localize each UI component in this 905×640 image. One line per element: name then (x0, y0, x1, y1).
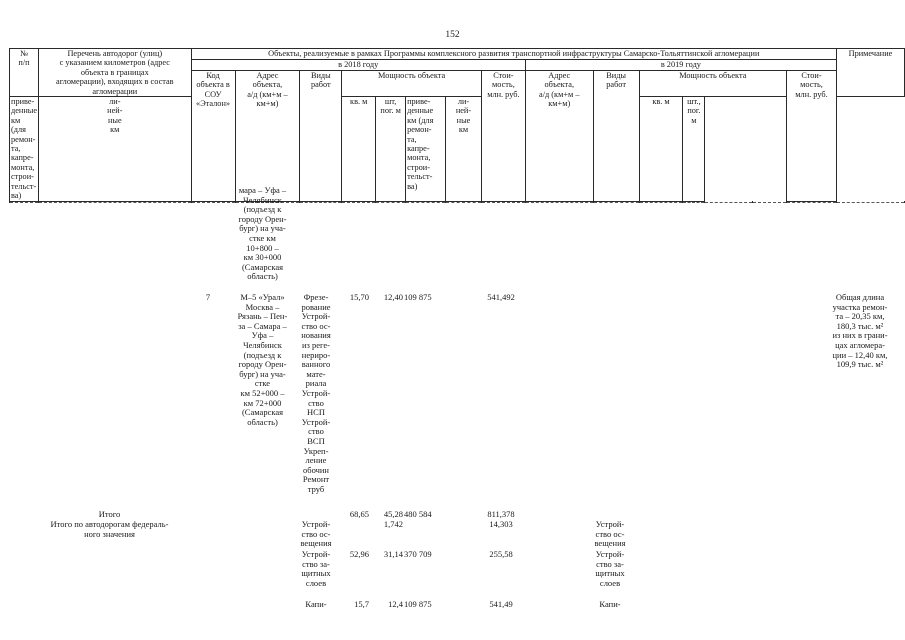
page-number: 152 (445, 30, 460, 40)
header-address-2018: Адрес объекта, а/д (км+м – км+м) (235, 71, 300, 202)
lighting-cost: 14,303 (489, 519, 513, 529)
note-cell: Общая длина участка ремон- та – 20,35 км, 180,3 тыс. м² из них в грани- цах агломера- ции – 12,40 км, 109,9 тыс. м² (832, 292, 888, 370)
header-year-2018: в 2018 году (191, 60, 525, 71)
header-number: № п/п (10, 49, 39, 97)
capital-sq-m: 109 875 (404, 599, 432, 609)
total-sq-m: 480 584 (404, 509, 432, 519)
header-roads-list: Перечень автодорог (улиц) с указанием километров (адрес объекта в границах агломерации), входящих в состав агломерации (39, 49, 192, 97)
capital-work-type: Капи- (305, 599, 327, 609)
header-address-2019: Адрес объекта, а/д (км+м – км+м) (525, 71, 593, 202)
table-body (9, 186, 895, 636)
object-code-cell: 7 (205, 292, 211, 302)
capital-reduced-km: 15,7 (354, 599, 369, 609)
header-lin-m-2018: шт, пог. м (376, 97, 406, 201)
header-year-2019: в 2019 году (525, 60, 836, 71)
protective-sq-m: 370 709 (404, 549, 432, 559)
header-reduced-km-2019: приве- денные км (для ремон- та, капре- монта, строи- тельст- ва) (406, 97, 446, 201)
total-label: Итого (98, 509, 121, 519)
federal-total-label: Итого по автодорогам федераль- ного значения (50, 519, 169, 539)
table-header (9, 48, 905, 203)
protective-work-type: Устрой- ство за- щитных слоев (301, 549, 331, 588)
lighting-work-type-2019: Устрой- ство ос- вещения (594, 519, 626, 549)
header-sq-m-2019: кв. м (639, 97, 683, 201)
header-cost-2018: Стои- мость, млн. руб. (481, 71, 525, 202)
header-cost-2019: Стои- мость, млн. руб. (787, 71, 837, 202)
continued-address-cell: мара – Уфа – Челябинск (подъезд к городу Орен- бург) на уча- стке км 10+800 – км 30+000 (Самарская область) (238, 185, 287, 282)
lighting-linear-km: 1,742 (383, 519, 403, 529)
header-object-code: Код объекта в СОУ «Эталон» (191, 71, 235, 202)
header-reduced-km-2018: приве- денные км (для ремон- та, капре- монта, строи- тельст- ва) (11, 97, 38, 201)
protective-linear-km: 31,14 (383, 549, 403, 559)
object-address-cell: М–5 «Урал» Москва – Рязань – Пен- за – Самара – Уфа – Челябинск (подъезд к городу Орен- бург) на уча- стке км 52+000 – км 72+000 (Самарская область) (237, 292, 288, 427)
header-program-objects: Объекты, реализуемые в рамках Программы комплексного развития транспортной инфраструктуры Самарско-Тольяттинской агломерации (191, 49, 836, 60)
protective-reduced-km: 52,96 (349, 549, 369, 559)
header-work-types-2018: Виды работ (300, 71, 342, 202)
header-sq-m-2018: кв. м (342, 97, 376, 201)
total-linear-km: 45,28 (383, 509, 403, 519)
protective-cost: 255,58 (489, 549, 513, 559)
header-work-types-2019: Виды работ (593, 71, 639, 202)
linear-km-cell: 12,40 (383, 292, 403, 302)
lighting-work-type: Устрой- ство ос- вещения (300, 519, 332, 549)
protective-work-type-2019: Устрой- ство за- щитных слоев (595, 549, 625, 588)
reduced-km-cell: 15,70 (349, 292, 369, 302)
capital-linear-km: 12,4 (388, 599, 403, 609)
header-linear-km-2018: ли- ней- ные км (39, 97, 192, 201)
header-capacity-2018: Мощность объекта (342, 71, 482, 97)
capital-cost: 541,49 (489, 599, 513, 609)
header-capacity-2019: Мощность объекта (639, 71, 786, 97)
cost-cell: 541,492 (487, 292, 515, 302)
header-linear-km-2019: ли- ней- ные км (446, 97, 482, 201)
total-reduced-km: 68,65 (349, 509, 369, 519)
header-lin-m-2019: шт., пог. м (683, 97, 705, 201)
work-types-cell: Фрезе- рование Устрой- ство ос- нования из реге- нериро- ванного мате- риала Устрой- ство НСП Устрой- ство ВСП Укреп- ление обочин Ремонт труб (301, 292, 331, 494)
sq-m-cell: 109 875 (404, 292, 432, 302)
total-cost: 811,378 (487, 509, 515, 519)
capital-work-type-2019: Капи- (599, 599, 621, 609)
header-note: Примечание (836, 49, 904, 97)
